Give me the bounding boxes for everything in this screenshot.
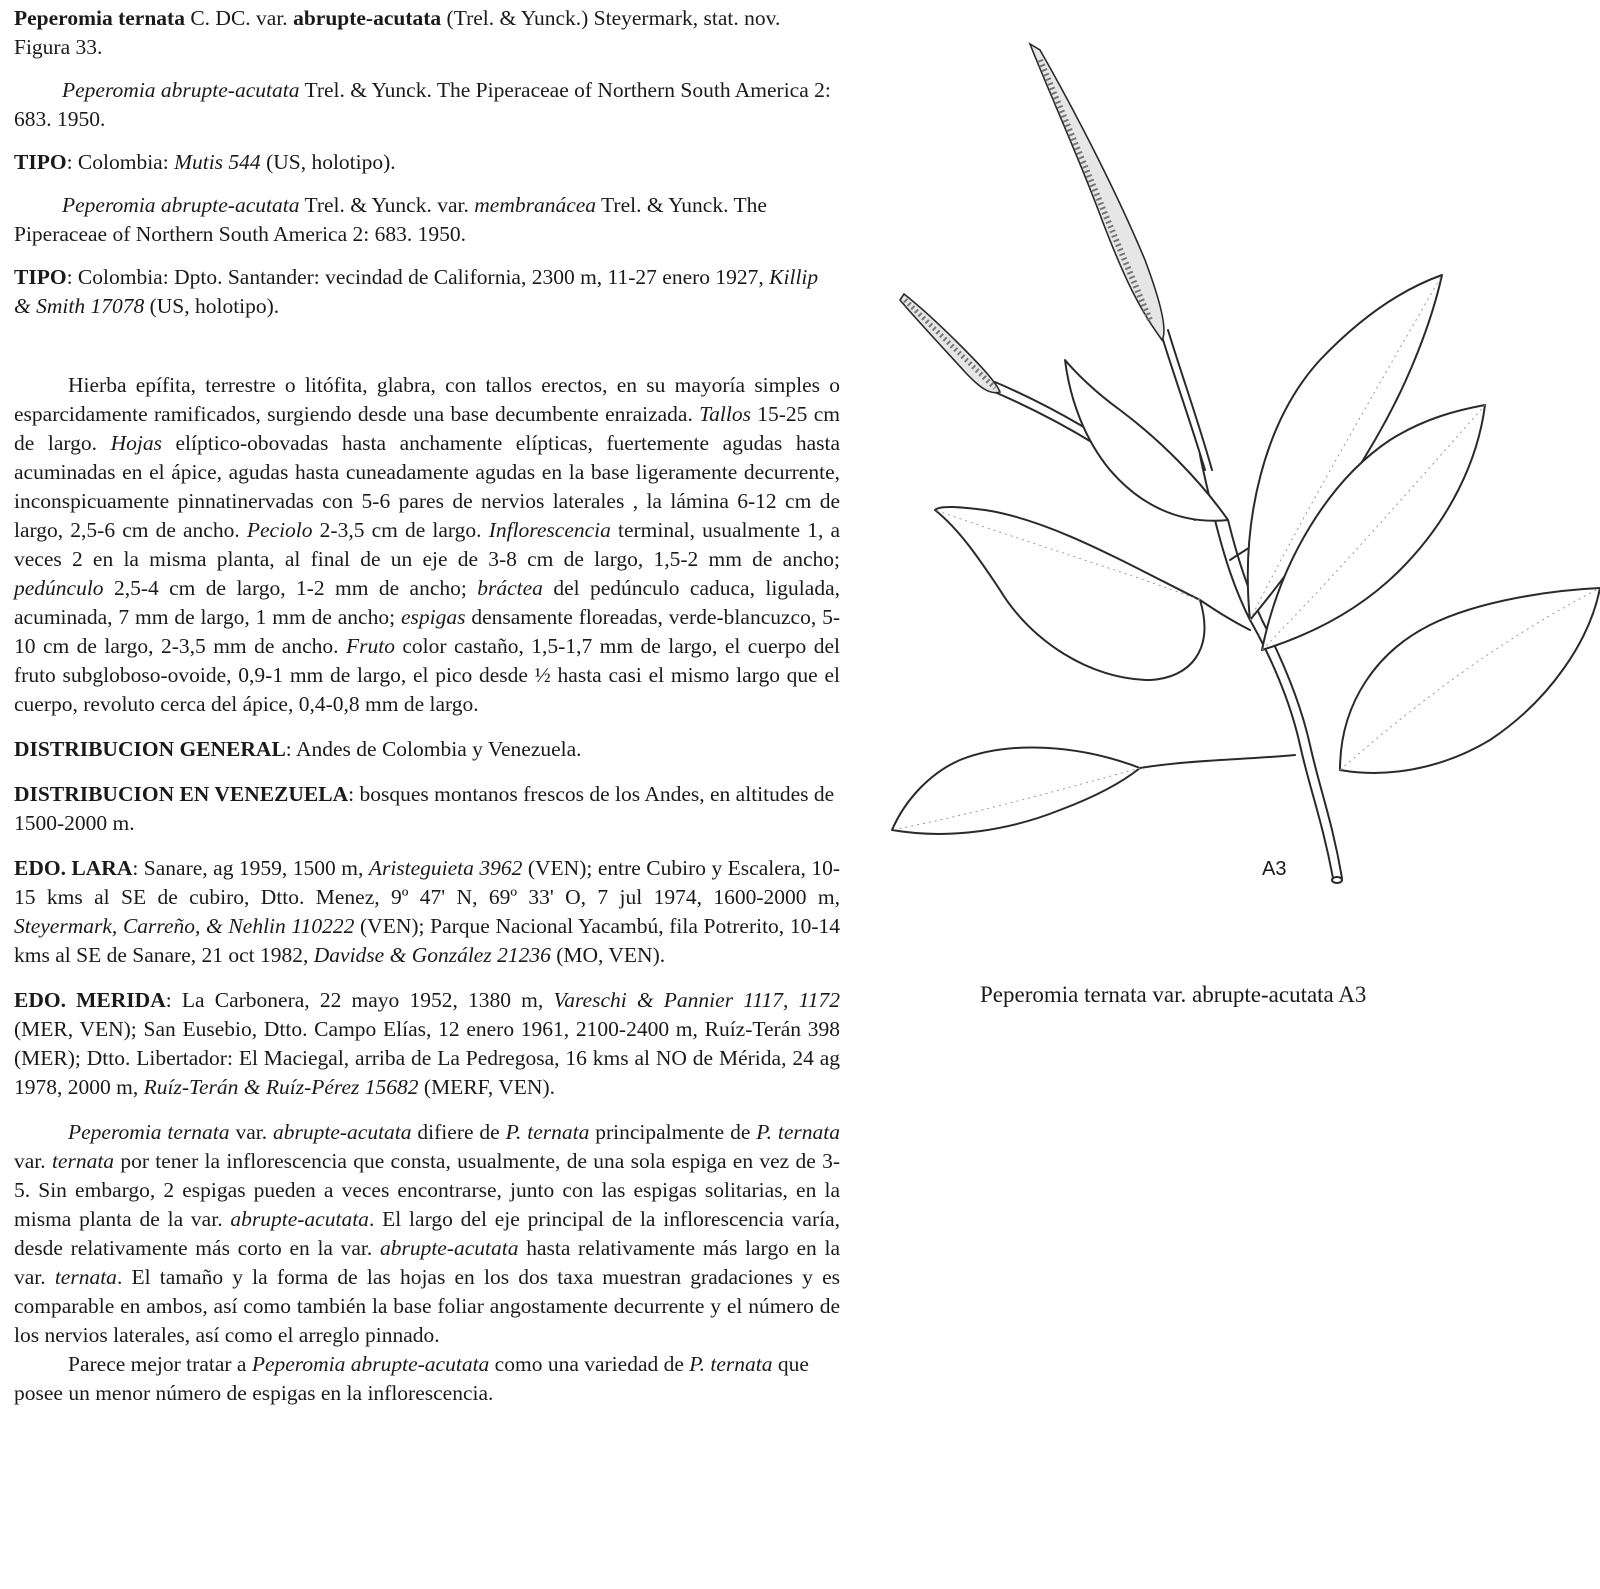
leaf-lower-left: [892, 748, 1140, 834]
distribution-general: DISTRIBUCION GENERAL: Andes de Colombia y Venezuela.: [14, 737, 582, 761]
discussion-paragraph: Peperomia ternata var. abrupte-acutata difiere de P. ternata principalmente de P. ternata var. ternata por tener la inflorescencia que consta, usualmente, de una sola espiga en vez de 3-5. Sin embargo, 2 espigas pueden a veces encontrarse, junto con las espigas solitarias, en la misma planta de la var. abrupte-acutata. El largo del eje principal de la inflorescencia varía, desde relativamente más corto en la var. abrupte-acutata hasta relativamente más largo en la var. ternata. El tamaño y la forma de las hojas en los dos taxa muestran gradaciones y es comparable en ambos, así como también la base foliar angostamente decurrente y el número de los nervios laterales, así como el arreglo pinnado.: [14, 1120, 841, 1347]
synonym-1: Peperomia abrupte-acutata Trel. & Yunck. The Piperaceae of Northern South America 2: 683. 1950.: [14, 78, 831, 131]
plant-illustration: [862, 28, 1600, 908]
specimens-lara: EDO. LARA: Sanare, ag 1959, 1500 m, Aristeguieta 3962 (VEN); entre Cubiro y Escalera, 10-15 kms al SE de cubiro, Dtto. Menez, 9º 47' N, 69º 33' O, 7 jul 1974, 1600-2000 m, Steyermark, Carreño, & Nehlin 110222 (VEN); Parque Nacional Yacambú, fila Potrerito, 10-14 kms al SE de Sanare, 21 oct 1982, Davidse & González 21236 (MO, VEN).: [14, 856, 840, 967]
species-heading: Peperomia ternata C. DC. var. abrupte-acutata (Trel. & Yunck.) Steyermark, stat. nov. Figura 33.: [14, 6, 781, 59]
text-column: [14, 4, 840, 1408]
synonym-2: Peperomia abrupte-acutata Trel. & Yunck. var. membranácea Trel. & Yunck. The Piperaceae of Northern South America 2: 683. 1950.: [14, 193, 767, 246]
type-1: TIPO: Colombia: Mutis 544 (US, holotipo).: [14, 150, 396, 174]
conclusion-paragraph: Parece mejor tratar a Peperomia abrupte-acutata como una variedad de P. ternata que posee un menor número de espigas en la inflorescencia.: [14, 1352, 809, 1405]
type-2: TIPO: Colombia: Dpto. Santander: vecindad de California, 2300 m, 11-27 enero 1927, Killip & Smith 17078 (US, holotipo).: [14, 265, 819, 318]
leaf-lower-right: [1340, 588, 1600, 773]
figure-label: A3: [1262, 858, 1287, 880]
figure-caption: Peperomia ternata var. abrupte-acutata A3: [980, 982, 1367, 1007]
specimens-merida: EDO. MERIDA: La Carbonera, 22 mayo 1952, 1380 m, Vareschi & Pannier 1117, 1172 (MER, VEN); San Eusebio, Dtto. Campo Elías, 12 enero 1961, 2100-2400 m, Ruíz-Terán 398 (MER); Dtto. Libertador: El Maciegal, arriba de La Pedregosa, 16 kms al NO de Mérida, 24 ag 1978, 2000 m, Ruíz-Terán & Ruíz-Pérez 15682 (MERF, VEN).: [14, 988, 841, 1099]
leaf-left-large: [935, 507, 1204, 680]
description-paragraph: Hierba epífita, terrestre o litófita, glabra, con tallos erectos, en su mayoría simples o esparcidamente ramificados, surgiendo desde una base decumbente enraizada. Tallos 15-25 cm de largo. Hojas elíptico-obovadas hasta anchamente elípticas, fuertemente agudas hasta acuminadas en el ápice, agudas hasta cuneadamente agudas en la base ligeramente decurrente, inconspicuamente pinnatinervadas con 5-6 pares de nervios laterales , la lámina 6-12 cm de largo, 2,5-6 cm de ancho. Peciolo 2-3,5 cm de largo. Inflorescencia terminal, usualmente 1, a veces 2 en la misma planta, al final de un eje de 3-8 cm de largo, 1,5-2 mm de ancho; pedúnculo 2,5-4 cm de largo, 1-2 mm de ancho; bráctea del pedúnculo caduca, ligulada, acuminada, 7 mm de largo, 1 mm de ancho; espigas densamente floreadas, verde-blancuzco, 5-10 cm de largo, 2-3,5 mm de ancho. Fruto color castaño, 1,5-1,7 mm de largo, el cuerpo del fruto subgloboso-ovoide, 0,9-1 mm de largo, el pico desde ½ hasta casi el mismo largo que el cuerpo, revoluto cerca del ápice, 0,4-0,8 mm de largo.: [14, 373, 840, 716]
distribution-venezuela: DISTRIBUCION EN VENEZUELA: bosques montanos frescos de los Andes, en altitudes de 1500-2000 m.: [14, 782, 835, 835]
